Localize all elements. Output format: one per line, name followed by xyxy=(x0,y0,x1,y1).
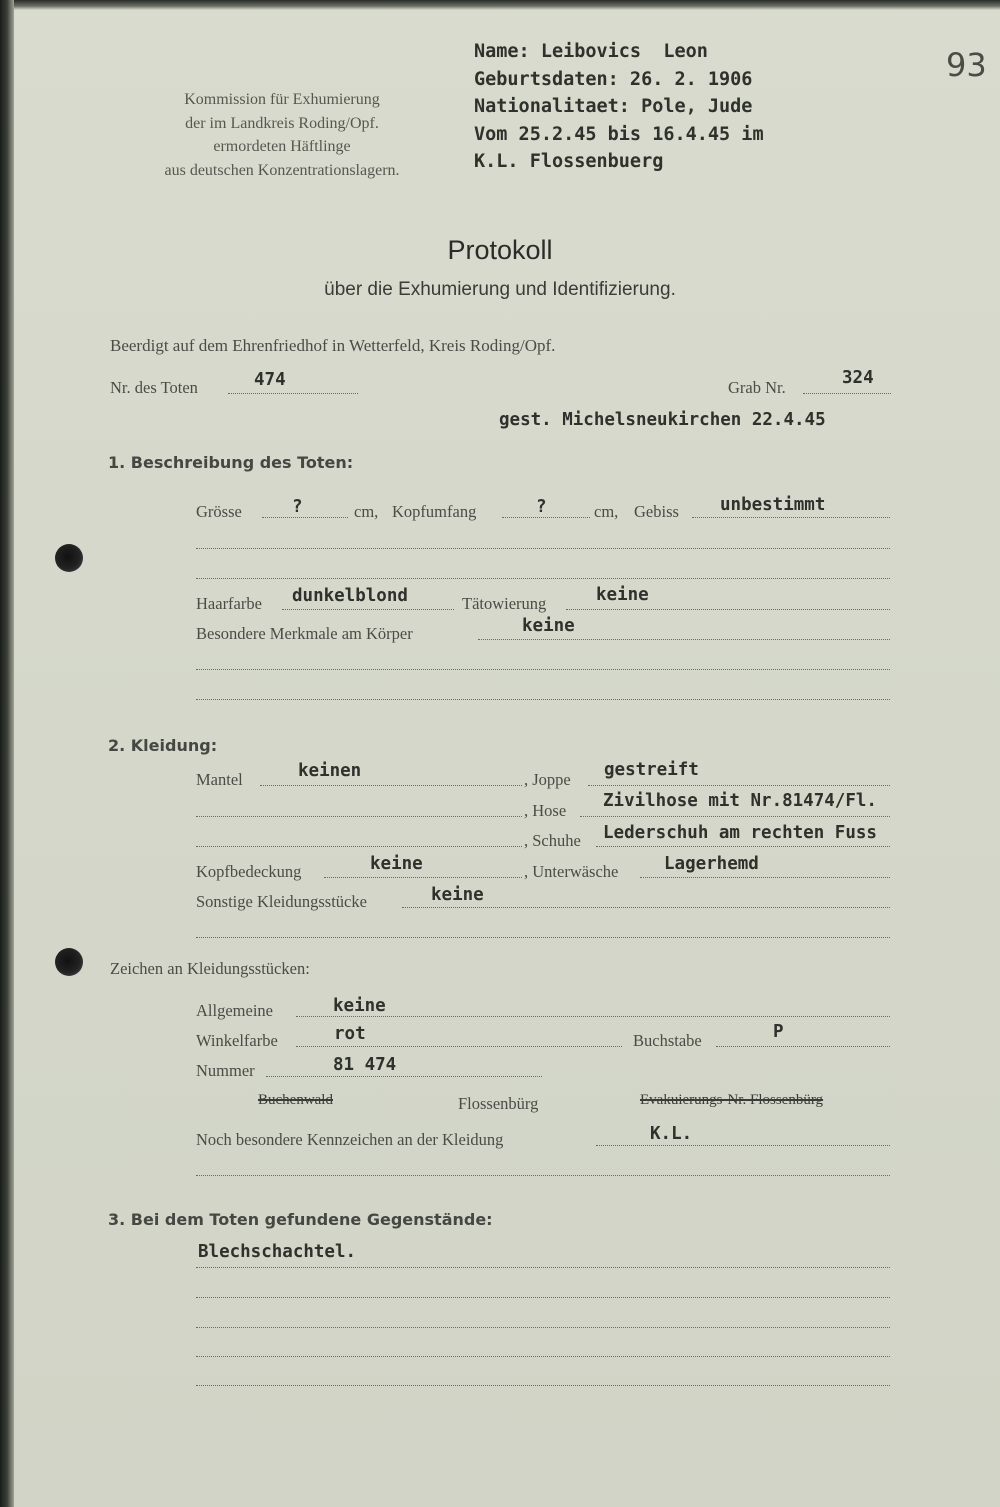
blank-line xyxy=(196,846,522,847)
kopfbedeckung-value: keine xyxy=(370,854,423,874)
unterwaesche-value: Lagerhemd xyxy=(664,854,759,874)
noch-kennzeichen-label: Noch besondere Kennzeichen an der Kleidung xyxy=(196,1130,504,1149)
camp-struck-out: Buchenwald xyxy=(258,1092,333,1108)
gebiss-value: unbestimmt xyxy=(720,495,826,515)
merkmale-line xyxy=(478,639,890,640)
blank-line xyxy=(196,1356,890,1357)
blank-line xyxy=(196,1297,890,1298)
grab-nr-label: Grab Nr. xyxy=(728,378,786,397)
blank-line xyxy=(196,548,890,549)
noch-kennzeichen-value: K.L. xyxy=(650,1124,693,1144)
nummer-line xyxy=(266,1076,542,1077)
section2-heading: 2. Kleidung: xyxy=(108,736,218,755)
section1-heading: 1. Beschreibung des Toten: xyxy=(108,453,354,472)
typed-person-header xyxy=(474,38,764,176)
scan-left-edge xyxy=(0,0,14,1507)
groesse-label: Grösse xyxy=(196,502,242,521)
schuhe-value: Lederschuh am rechten Fuss xyxy=(603,823,877,843)
cm-unit: cm, xyxy=(594,502,619,521)
allgemeine-line xyxy=(296,1016,890,1017)
gebiss-line xyxy=(692,517,890,518)
nr-toten-value: 474 xyxy=(254,370,286,390)
typed-birth-line: Geburtsdaten: 26. 2. 1906 xyxy=(474,68,753,90)
evakuierung-struck-out: Evakuierungs-Nr. Flossenbürg xyxy=(640,1092,824,1108)
hose-label: , Hose xyxy=(524,801,567,820)
blank-line xyxy=(196,1175,890,1176)
buchstabe-line xyxy=(716,1046,890,1047)
taetowierung-line xyxy=(566,609,890,610)
punch-hole-lower xyxy=(55,948,83,976)
hose-line xyxy=(580,816,890,817)
marks-heading: Zeichen an Kleidungsstücken: xyxy=(110,959,310,978)
found-item-line xyxy=(196,1267,890,1268)
commission-line: aus deutschen Konzentrationslagern. xyxy=(164,161,400,179)
page-title: Protokoll xyxy=(447,235,553,265)
mantel-line xyxy=(260,785,522,786)
sonstige-line xyxy=(402,907,890,908)
mantel-label: Mantel xyxy=(196,770,243,789)
kopfbedeckung-line xyxy=(324,877,522,878)
winkelfarbe-line xyxy=(296,1046,622,1047)
joppe-line xyxy=(588,785,890,786)
blank-line xyxy=(196,1385,890,1386)
schuhe-label: , Schuhe xyxy=(524,831,581,850)
nummer-label: Nummer xyxy=(196,1061,255,1080)
groesse-line xyxy=(262,517,348,518)
blank-line xyxy=(196,816,522,817)
unterwaesche-label: , Unterwäsche xyxy=(524,862,619,881)
kopfumfang-label: Kopfumfang xyxy=(392,502,477,521)
nr-toten-label: Nr. des Toten xyxy=(110,378,198,397)
found-item: Blechschachtel. xyxy=(198,1242,357,1262)
burial-location: Beerdigt auf dem Ehrenfriedhof in Wetterfeld, Kreis Roding/Opf. xyxy=(110,336,556,355)
grab-nr-value: 324 xyxy=(842,368,874,388)
winkelfarbe-value: rot xyxy=(334,1024,366,1044)
haarfarbe-label: Haarfarbe xyxy=(196,594,262,613)
sonstige-label: Sonstige Kleidungsstücke xyxy=(196,892,367,911)
buchstabe-label: Buchstabe xyxy=(633,1031,702,1050)
taetowierung-value: keine xyxy=(596,585,649,605)
kopfumfang-value: ? xyxy=(536,497,547,517)
blank-line xyxy=(196,1327,890,1328)
taetowierung-label: Tätowierung xyxy=(462,594,547,613)
commission-line: Kommission für Exhumierung xyxy=(184,91,380,108)
noch-kennzeichen-line xyxy=(596,1145,890,1146)
commission-letterhead xyxy=(112,88,452,182)
commission-line: der im Landkreis Roding/Opf. xyxy=(185,114,379,132)
buchstabe-value: P xyxy=(773,1022,784,1042)
typed-nationality-line: Nationalitaet: Pole, Jude xyxy=(474,96,753,117)
merkmale-label: Besondere Merkmale am Körper xyxy=(196,624,413,643)
commission-line: ermordeten Häftlinge xyxy=(213,138,351,155)
joppe-value: gestreift xyxy=(604,760,699,780)
schuhe-line xyxy=(596,846,890,847)
joppe-label: , Joppe xyxy=(524,770,571,789)
haarfarbe-line xyxy=(282,609,454,610)
page-number: 93 xyxy=(946,46,987,84)
gebiss-label: Gebiss xyxy=(634,502,679,521)
nr-toten-line xyxy=(228,393,358,394)
typed-period-line: Vom 25.2.45 bis 16.4.45 im xyxy=(474,123,764,145)
scan-top-edge xyxy=(0,0,1000,10)
blank-line xyxy=(196,669,890,670)
allgemeine-value: keine xyxy=(333,996,386,1016)
typed-name-line: Name: Leibovics Leon xyxy=(474,41,708,62)
punch-hole-upper xyxy=(55,544,83,572)
kopfbedeckung-label: Kopfbedeckung xyxy=(196,862,302,881)
grab-nr-line xyxy=(803,393,891,394)
mantel-value: keinen xyxy=(298,761,362,781)
kopfumfang-line xyxy=(502,517,590,518)
cm-unit: cm, xyxy=(354,502,379,521)
sonstige-value: keine xyxy=(431,885,484,905)
blank-line xyxy=(196,937,890,938)
hose-value: Zivilhose mit Nr.81474/Fl. xyxy=(603,791,877,811)
winkelfarbe-label: Winkelfarbe xyxy=(196,1031,278,1050)
death-note: gest. Michelsneukirchen 22.4.45 xyxy=(499,410,826,430)
allgemeine-label: Allgemeine xyxy=(196,1001,273,1020)
nummer-value: 81 474 xyxy=(333,1055,397,1075)
page-subtitle: über die Exhumierung und Identifizierung. xyxy=(324,279,676,300)
blank-line xyxy=(196,578,890,579)
camp-label: Flossenbürg xyxy=(458,1094,539,1113)
section3-heading: 3. Bei dem Toten gefundene Gegenstände: xyxy=(108,1210,493,1229)
merkmale-value: keine xyxy=(522,616,575,636)
haarfarbe-value: dunkelblond xyxy=(292,586,408,606)
groesse-value: ? xyxy=(292,497,303,517)
unterwaesche-line xyxy=(640,877,890,878)
typed-camp-line: K.L. Flossenbuerg xyxy=(474,151,664,172)
blank-line xyxy=(196,699,890,700)
